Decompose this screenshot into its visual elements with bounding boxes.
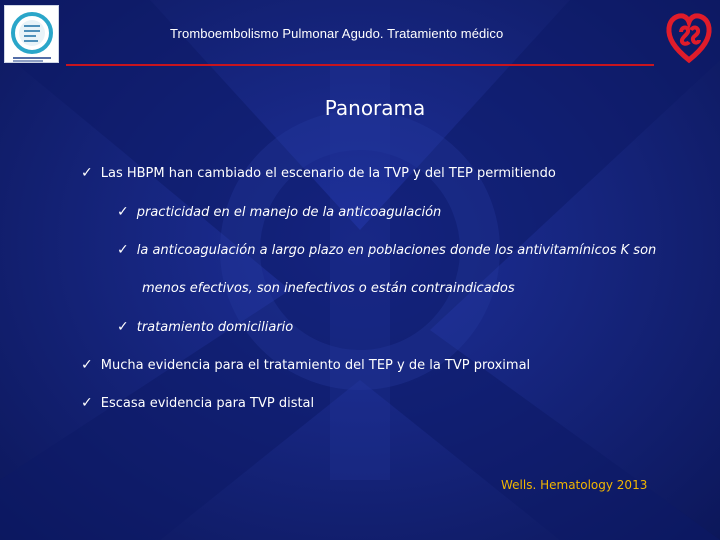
bullet-mucha-evidencia: [81, 357, 530, 373]
bullet-text: la anticoagulación a largo plazo en poblaciones donde los antivitamínicos K son: [136, 243, 657, 258]
subbullet-domiciliario: [117, 319, 293, 335]
bullet-text: tratamiento domiciliario: [136, 320, 294, 335]
bullet-text: Las HBPM han cambiado el escenario de la TVP y del TEP permitiendo: [100, 166, 556, 181]
bullet-escasa-evidencia: [81, 395, 314, 411]
heart-logo-icon: [664, 10, 714, 64]
subbullet-practicidad: [117, 204, 441, 220]
bullet-text: Escasa evidencia para TVP distal: [100, 396, 315, 411]
citation: Wells. Hematology 2013: [501, 478, 648, 492]
bullet-text: Mucha evidencia para el tratamiento del TEP y de la TVP proximal: [100, 358, 531, 373]
slide-title: Panorama: [324, 96, 426, 120]
check-icon: ✓: [117, 242, 129, 258]
society-logo-icon: [4, 5, 59, 63]
subbullet-continuation: menos efectivos, son inefectivos o están contraindicados: [142, 281, 515, 296]
check-icon: ✓: [81, 395, 93, 411]
check-icon: ✓: [81, 165, 93, 181]
bullet-hbpm: [81, 165, 556, 181]
check-icon: ✓: [117, 204, 129, 220]
check-icon: ✓: [117, 319, 129, 335]
check-icon: ✓: [81, 357, 93, 373]
header-divider: [66, 64, 654, 66]
header-title: Tromboembolismo Pulmonar Agudo. Tratamiento médico: [170, 26, 504, 41]
bullet-text: practicidad en el manejo de la anticoagulación: [136, 205, 442, 220]
subbullet-largo-plazo: [117, 242, 656, 258]
